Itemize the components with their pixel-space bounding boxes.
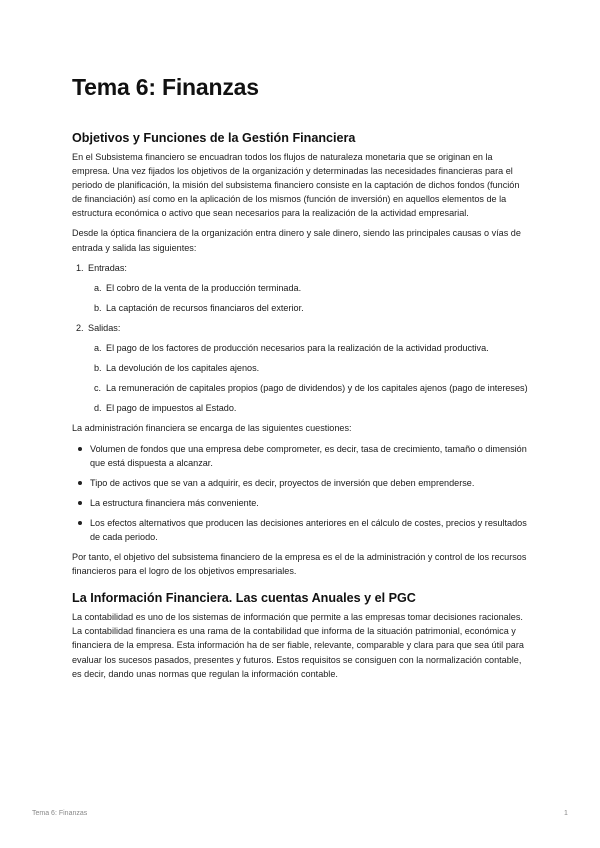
list-item-text: El cobro de la venta de la producción terminada. [106, 282, 302, 293]
document-body [72, 130, 532, 687]
list-item [88, 361, 532, 375]
bullet-item [72, 496, 532, 510]
flows-list [72, 261, 532, 416]
list-marker: a. [94, 343, 102, 354]
list-marker: d. [94, 403, 102, 414]
paragraph: Por tanto, el objetivo del subsistema financiero de la empresa es el de la administración y control de los recursos financieros para el logro de los objetivos empresariales. [72, 552, 527, 577]
list-label: Salidas: [88, 322, 121, 333]
list-item-salidas [72, 321, 532, 415]
sublist [88, 341, 532, 415]
bullet-icon [78, 501, 82, 505]
bullet-item [72, 442, 532, 470]
list-item-entradas [72, 261, 532, 315]
bullet-icon [78, 521, 82, 525]
bullet-icon [78, 481, 82, 485]
bullet-text: Volumen de fondos que una empresa debe comprometer, es decir, tasa de crecimiento, tamaño o dimensión que está dispuesta a alcanzar. [90, 443, 527, 468]
bullet-text: Tipo de activos que se van a adquirir, es decir, proyectos de inversión que deben emprenderse. [90, 477, 475, 488]
section-heading-informacion: La Información Financiera. Las cuentas Anuales y el PGC [72, 591, 416, 606]
page-title: Tema 6: Finanzas [72, 74, 259, 100]
list-marker: b. [94, 363, 102, 374]
list-item [88, 301, 532, 315]
bullet-item [72, 516, 532, 544]
list-item-text: La captación de recursos financiaros del exterior. [106, 302, 304, 313]
bullet-text: La estructura financiera más conveniente. [90, 497, 259, 508]
list-item-text: La remuneración de capitales propios (pago de dividendos) y de los capitales ajenos (pago de intereses) [106, 383, 528, 394]
list-item [88, 341, 532, 355]
list-marker: a. [94, 282, 102, 293]
paragraph: La contabilidad es uno de los sistemas de información que permite a las empresas tomar decisiones racionales. La contabilidad financiera es una rama de la contabilidad que informa de la situación patrimonial, económica y financiera de la empresa. Esta información ha de ser fiable, relevante, comparable y clara para que sea útil para evaluar los sucesos pasados, presentes y futuros. Estos requisitos se consiguen con la normalización contable, es decir, dando unas normas que regulan la información contable. [72, 612, 524, 679]
list-marker: c. [94, 383, 102, 394]
list-marker: 2. [76, 322, 84, 333]
list-item-text: El pago de los factores de producción necesarios para la realización de la actividad productiva. [106, 343, 489, 354]
list-item [88, 401, 532, 415]
list-item [88, 381, 532, 395]
list-marker: b. [94, 302, 102, 313]
bullet-item [72, 476, 532, 490]
page-number: 1 [564, 810, 568, 817]
bullet-text: Los efectos alternativos que producen las decisiones anteriores en el cálculo de costes, precios y resultados de cada periodo. [90, 517, 527, 542]
list-label: Entradas: [88, 262, 127, 273]
section-heading-objetivos: Objetivos y Funciones de la Gestión Financiera [72, 131, 356, 145]
list-item-text: La devolución de los capitales ajenos. [106, 363, 260, 374]
list-item [88, 281, 532, 295]
bullet-icon [78, 447, 82, 451]
paragraph: En el Subsistema financiero se encuadran todos los flujos de naturaleza monetaria que se originan en la empresa. Una vez fijados los objetivos de la organización y determinadas las necesidades financieras para el periodo de planificación, la misión del subsistema financiero consiste en la captación de dichos fondos (función de financiación) así como en la aplicación de los mismos (función de inversión) en aquellos elementos de la estructura económica o activo que sean necesarios para la realización de la actividad empresarial. [72, 152, 520, 219]
paragraph: Desde la óptica financiera de la organización entra dinero y sale dinero, siendo las principales causas o vías de entrada y salida las siguientes: [72, 228, 521, 253]
sublist [88, 281, 532, 315]
footer-title: Tema 6: Finanzas [32, 810, 88, 817]
bullet-list [72, 442, 532, 545]
list-item-text: El pago de impuestos al Estado. [106, 403, 237, 414]
list-marker: 1. [76, 262, 84, 273]
paragraph: La administración financiera se encarga de las siguientes cuestiones: [72, 423, 352, 434]
